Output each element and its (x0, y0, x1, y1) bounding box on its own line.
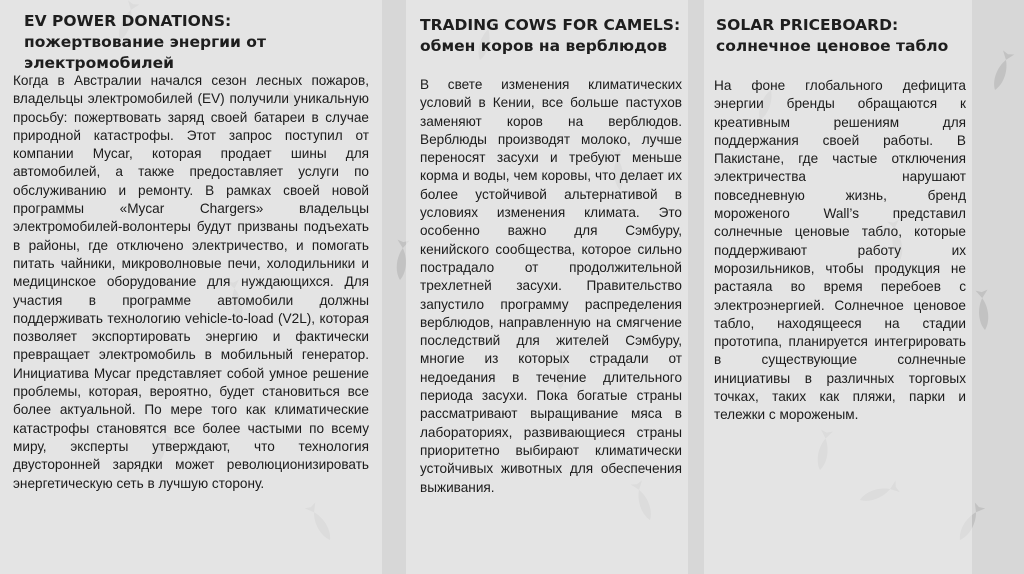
article-ev-power-donations (0, 0, 382, 574)
article-body: В свете изменения климатических условий в Кении, все больше пастухов заменяют коров на верблюдов. Верблюды производят молоко, лучше переносят засухи и требуют меньше корма и воды, чем коровы, что делает их более устойчивой альтернативой в условиях изменения климата. Это особенно важно для Сэмбуру, кенийского сообщества, которое сильно пострадало от продолжительной трехлетней засухи. Правительство запустило программу распределения верблюдов, направленную на смягчение последствий для жителей Сэмбуру, многие из которых страдали от недоедания в течение длительного периода засухи. Пока богатые страны рассматривают выращивание мяса в лабораториях, развивающиеся страны приоритетно выбирают климатически устойчивых животных для обеспечения выживания. (420, 77, 682, 495)
article-solar-priceboard (704, 0, 972, 574)
article-body: На фоне глобального дефицита энергии бренды обращаются к креативным решениям для поддержания своей работы. В Пакистане, где частые отключения электричества нарушают повседневную жизнь, бренд мороженого Wall’s представил солнечные ценовые табло, которые поддерживают работу их морозильников, чтобы продукция не растаяла во время перебоев с электроэнергией. Солнечное ценовое табло, находящееся на стадии прототипа, планируется интегрировать в существующие солнечные инициативы в различных торговых точках, таких как пляжи, парки и тележки с мороженым. (714, 78, 966, 423)
article-title: EV POWER DONATIONS: пожертвование энергии от электромобилей (24, 12, 266, 72)
article-trading-cows-for-camels (406, 0, 688, 574)
article-title: TRADING COWS FOR CAMELS: обмен коров на верблюдов (420, 16, 681, 55)
article-title: SOLAR PRICEBOARD: солнечное ценовое табло (716, 16, 949, 55)
article-body: Когда в Австралии начался сезон лесных пожаров, владельцы электромобилей (EV) получили уникальную просьбу: пожертвовать заряд своей батареи в случае природной катастрофы. Этот запрос поступил от компании Mycar, которая продает шины для автомобилей, а также предоставляет услуги по обслуживанию и ремонту. В рамках своей новой программы «Mycar Chargers» владельцы электромобилей-волонтеры будут призваны подъехать в районы, где отключено электричество, и помогать питать чайники, микроволновые печи, холодильники и медицинское оборудование для нуждающихся. Для участия в программе автомобили должны поддерживать технологию vehicle-to-load (V2L), которая позволяет экспортировать энергию и фактически превращает электромобиль в мобильный генератор. Инициатива Mycar представляет собой умное решение проблемы, которая, вероятно, будет становиться все более актуальной. По мере того как климатические катастрофы становятся все более частыми по всему миру, эксперты утверждают, что технология двусторонней зарядки может революционизировать энергетическую сеть в лучшую сторону. (13, 73, 369, 491)
